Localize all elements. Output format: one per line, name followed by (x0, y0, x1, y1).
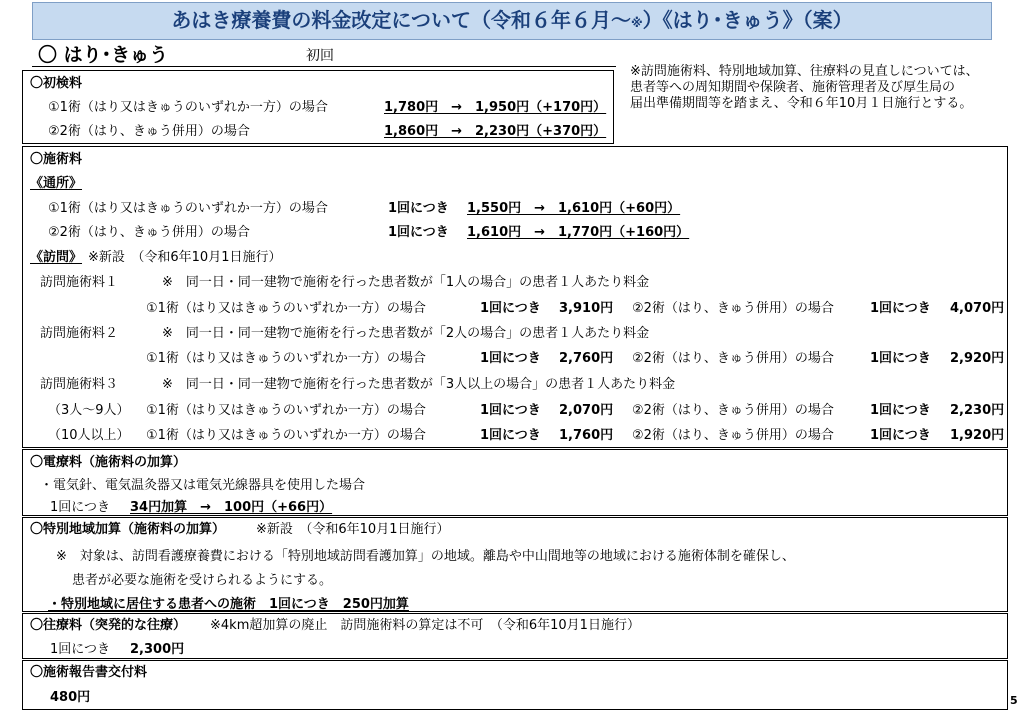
visit-fee-3b-label-2: ②2術（はり、きゅう併用）の場合 (632, 428, 834, 443)
visit-fee-3b-per-2: 1回につき (870, 428, 931, 443)
report-fee-price: 480円 (50, 690, 91, 705)
visit-fee-1-price-2: 4,070円 (950, 301, 1005, 316)
electric-fee-desc: ・電気針、電気温灸器又は電気光線器具を使用した場合 (40, 478, 366, 493)
initial-fee-row-1-label: ①1術（はり又はきゅうのいずれか一方）の場合 (48, 100, 328, 115)
outpatient-heading: 《通所》 (30, 176, 83, 191)
visit-fee-2-price-2: 2,920円 (950, 351, 1005, 366)
special-area-desc-1: ※ 対象は、訪問看護療養費における「特別地域訪問看護加算」の地域。離島や中山間地等の地域における施術体制を確保し、 (56, 549, 795, 564)
travel-fee-per: 1回につき (50, 642, 111, 657)
visit-fee-1-per-2: 1回につき (870, 301, 931, 316)
visit-fee-1-label-1: ①1術（はり又はきゅうのいずれか一方）の場合 (146, 301, 426, 316)
outpatient-row-2-label: ②2術（はり、きゅう併用）の場合 (48, 225, 250, 240)
visit-fee-2-label-1: ①1術（はり又はきゅうのいずれか一方）の場合 (146, 351, 426, 366)
visit-fee-1-name: 訪問施術料１ (40, 275, 119, 290)
electric-fee-price: 34円加算 → 100円（+66円） (130, 500, 333, 515)
visit-fee-1-per-1: 1回につき (480, 301, 541, 316)
visit-fee-1-note: ※ 同一日・同一建物で施術を行った患者数が「1人の場合」の患者１人あたり料金 (162, 275, 650, 290)
visit-fee-3b-per-1: 1回につき (480, 428, 541, 443)
visit-fee-3-name: 訪問施術料３ (40, 377, 119, 392)
page-number: 5 (1010, 694, 1018, 707)
special-area-desc-2: 患者が必要な施術を受けられるようにする。 (72, 573, 333, 588)
visit-note: ※新設 （令和6年10月1日施行） (88, 250, 282, 265)
travel-fee-heading: 〇往療料（突発的な往療） (30, 618, 187, 633)
visit-fee-2-label-2: ②2術（はり、きゅう併用）の場合 (632, 351, 834, 366)
special-area-heading: 〇特別地域加算（施術料の加算） (30, 522, 226, 537)
visit-fee-2-per-2: 1回につき (870, 351, 931, 366)
special-area-item: ・特別地域に居住する患者への施術 1回につき 250円加算 (48, 597, 409, 612)
initial-fee-row-2-label: ②2術（はり、きゅう併用）の場合 (48, 124, 250, 139)
electric-fee-per: 1回につき (50, 500, 111, 515)
visit-fee-1-label-2: ②2術（はり、きゅう併用）の場合 (632, 301, 834, 316)
initial-fee-row-1-price: 1,780円 → 1,950円（+170円） (384, 100, 607, 115)
visit-fee-2-per-1: 1回につき (480, 351, 541, 366)
travel-fee-note: ※4km超加算の廃止 訪問施術料の算定は不可 （令和6年10月1日施行） (210, 618, 640, 633)
travel-fee-price: 2,300円 (130, 642, 185, 657)
visit-fee-3-note: ※ 同一日・同一建物で施術を行った患者数が「3人以上の場合」の患者１人あたり料金 (162, 377, 676, 392)
first-visit-label: 初回 (306, 48, 334, 64)
visit-heading: 《訪問》 (30, 250, 83, 265)
outpatient-row-1-label: ①1術（はり又はきゅうのいずれか一方）の場合 (48, 201, 328, 216)
outpatient-row-1-price: 1,550円 → 1,610円（+60円） (467, 201, 681, 216)
visit-fee-3b-price-2: 1,920円 (950, 428, 1005, 443)
side-note-line-2: 患者等への周知期間や保険者、施術管理者及び厚生局の (630, 80, 956, 95)
section-heading-acupuncture: 〇 はり･きゅう (38, 44, 169, 66)
page-title: あはき療養費の料金改定について（令和６年６月～※）《はり･きゅう》（案） (171, 8, 853, 32)
visit-fee-3a-price-2: 2,230円 (950, 403, 1005, 418)
visit-fee-3a-per-2: 1回につき (870, 403, 931, 418)
visit-fee-2-name: 訪問施術料２ (40, 326, 119, 341)
outpatient-row-2-price: 1,610円 → 1,770円（+160円） (467, 225, 690, 240)
visit-fee-3a-per-1: 1回につき (480, 403, 541, 418)
visit-fee-2-note: ※ 同一日・同一建物で施術を行った患者数が「2人の場合」の患者１人あたり料金 (162, 326, 650, 341)
visit-fee-3a-prefix: （3人～9人） (48, 403, 130, 418)
outpatient-row-2-per: 1回につき (388, 225, 449, 240)
treatment-fee-heading: 〇施術料 (30, 152, 83, 167)
initial-fee-heading: 〇初検料 (30, 76, 83, 91)
visit-fee-3a-label-2: ②2術（はり、きゅう併用）の場合 (632, 403, 834, 418)
visit-fee-2-price-1: 2,760円 (559, 351, 614, 366)
report-fee-box (22, 660, 1008, 710)
visit-fee-3b-price-1: 1,760円 (559, 428, 614, 443)
title-bar (32, 2, 992, 40)
visit-fee-1-price-1: 3,910円 (559, 301, 614, 316)
side-note-line-1: ※訪問施術料、特別地域加算、往療料の見直しについては、 (630, 64, 979, 79)
visit-fee-3a-label-1: ①1術（はり又はきゅうのいずれか一方）の場合 (146, 403, 426, 418)
visit-fee-3b-label-1: ①1術（はり又はきゅうのいずれか一方）の場合 (146, 428, 426, 443)
electric-fee-heading: 〇電療料（施術料の加算） (30, 455, 187, 470)
header-underline (32, 66, 616, 67)
special-area-note: ※新設 （令和6年10月1日施行） (256, 522, 450, 537)
side-note-line-3: 届出準備期間等を踏まえ、令和６年10月１日施行とする。 (630, 96, 973, 111)
visit-fee-3b-prefix: （10人以上） (48, 428, 130, 443)
visit-fee-3a-price-1: 2,070円 (559, 403, 614, 418)
outpatient-row-1-per: 1回につき (388, 201, 449, 216)
report-fee-heading: 〇施術報告書交付料 (30, 665, 148, 680)
initial-fee-row-2-price: 1,860円 → 2,230円（+370円） (384, 124, 607, 139)
